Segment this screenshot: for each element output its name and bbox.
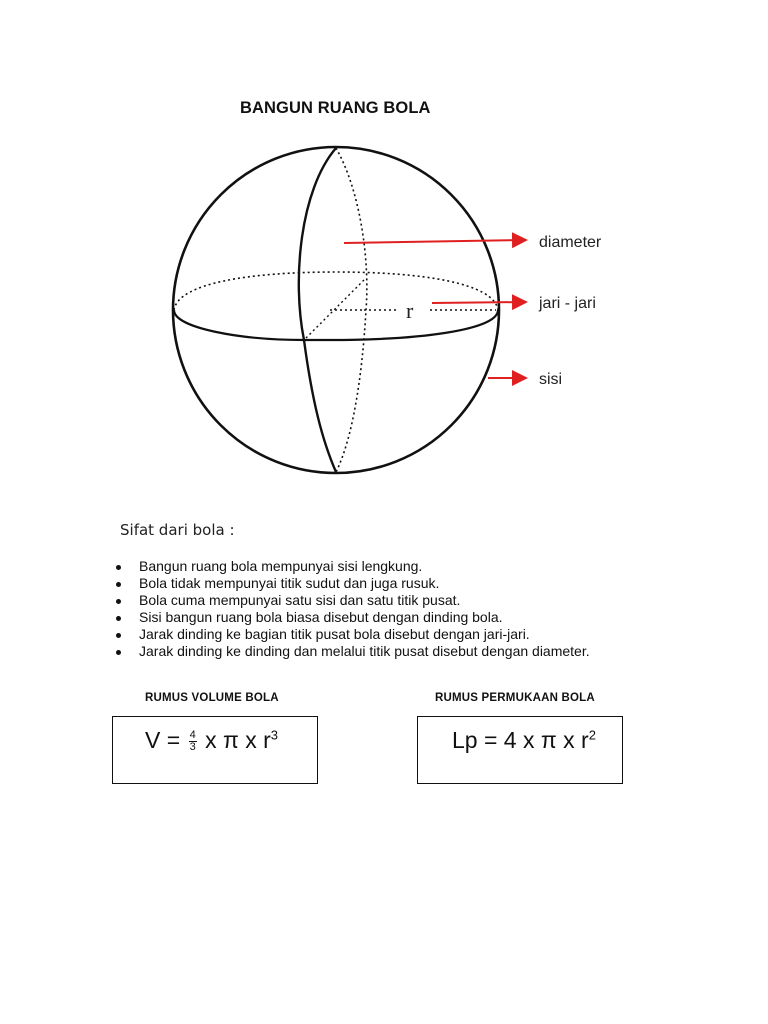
list-item: Bola cuma mempunyai satu sisi dan satu titik pusat. [115,592,590,609]
bullet-icon [116,582,121,587]
list-item: Jarak dinding ke bagian titik pusat bola disebut dengan jari-jari. [115,626,590,643]
volume-formula: V = $\frac{4}{3}$ x π x $r^3$ [145,727,279,754]
radius-arrow [432,302,526,303]
surface-formula-heading: RUMUS PERMUKAAN BOLA [435,692,595,704]
surface-formula-box [417,716,623,784]
radius-symbol: r [406,298,414,323]
side-label: sisi [539,371,563,388]
properties-heading: Sifat dari bola : [120,521,235,539]
bullet-icon [116,565,121,570]
diameter-arrow [344,240,526,243]
center-dotted-diagonal [306,280,364,338]
volume-formula-heading: RUMUS VOLUME BOLA [145,692,279,704]
radius-label: jari - jari [539,295,596,312]
properties-list [115,558,590,660]
list-item: Jarak dinding ke dinding dan melalui titik pusat disebut dengan diameter. [115,643,590,660]
diameter-label: diameter [539,234,602,251]
fraction: $\frac{4}{3}$ [189,729,196,754]
list-item: Sisi bangun ruang bola biasa disebut dengan dinding bola. [115,609,590,626]
bullet-icon [116,599,121,604]
list-item: Bangun ruang bola mempunyai sisi lengkung. [115,558,590,575]
surface-formula: Lp = 4 x π x $r^2$ [452,727,596,753]
list-item: Bola tidak mempunyai titik sudut dan juga rusuk. [115,575,590,592]
equator-back [174,272,498,310]
bullet-icon [116,633,121,638]
page-title: BANGUN RUANG BOLA [240,99,431,117]
bullet-icon [116,650,121,655]
sphere-diagram [0,0,768,480]
bullet-icon [116,616,121,621]
volume-formula-box [112,716,318,784]
equator-front [174,310,498,340]
